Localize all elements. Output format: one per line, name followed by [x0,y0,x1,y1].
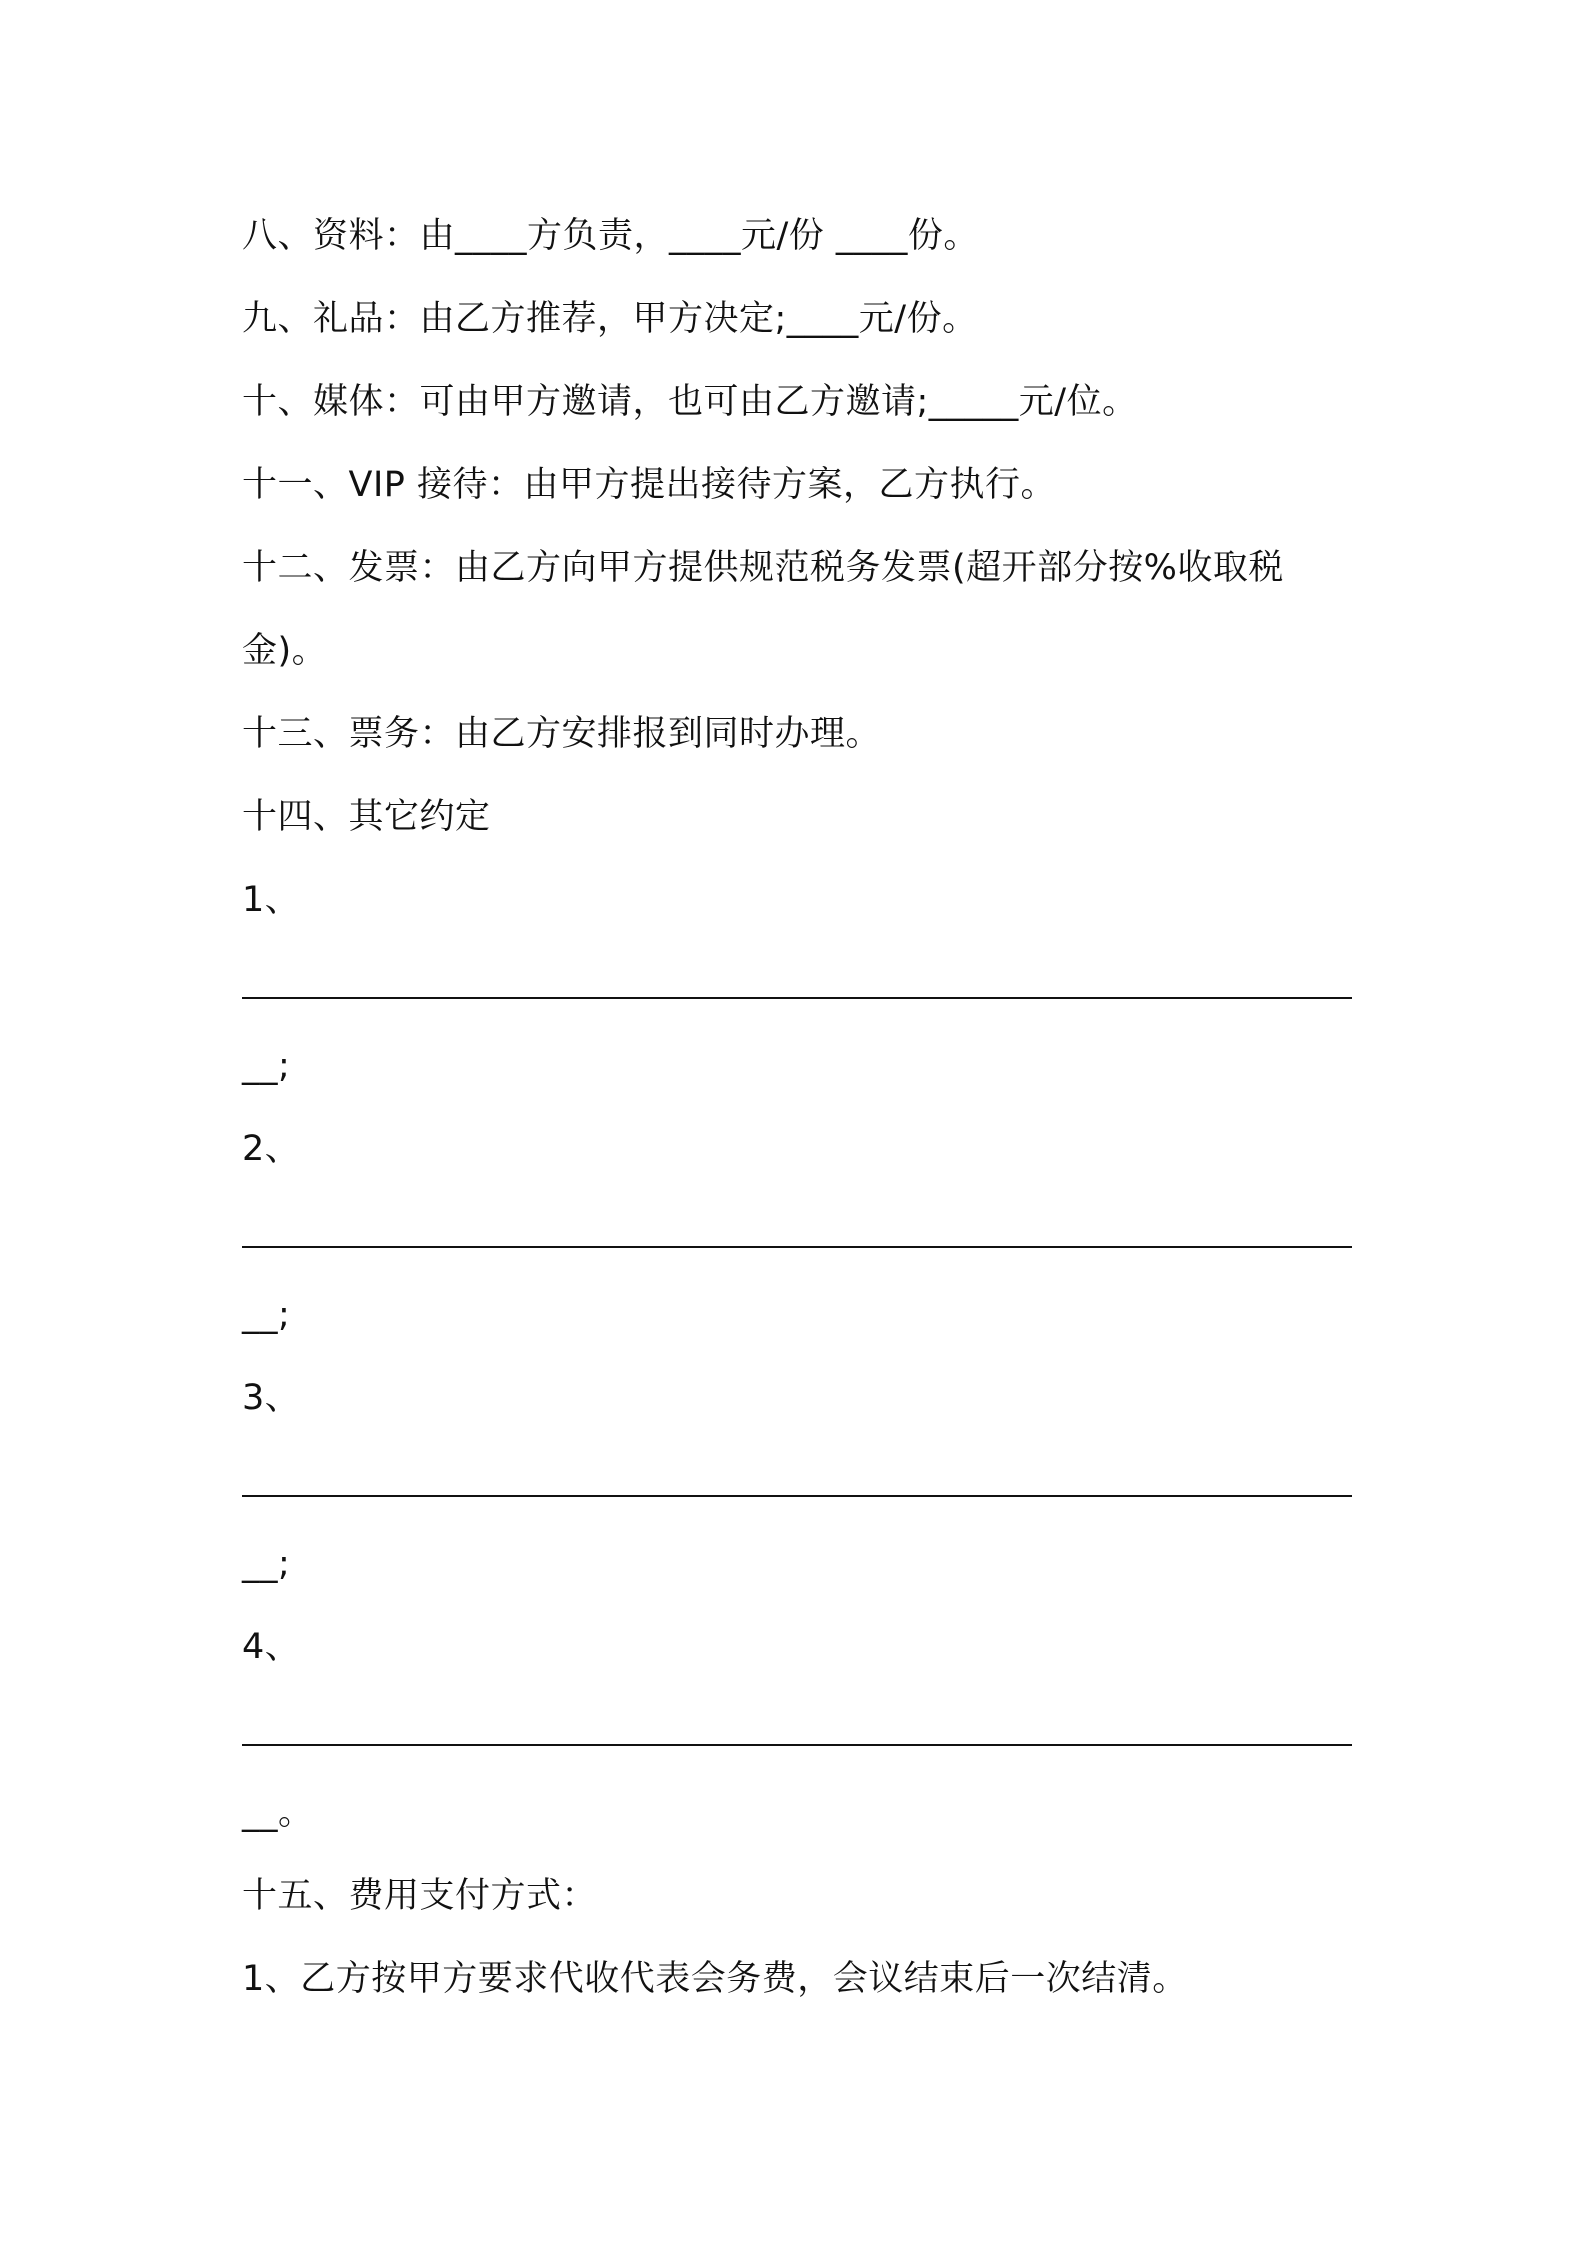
clause-9-gifts: 九、礼品：由乙方推荐，甲方决定;____元/份。 [242,299,978,339]
clause-8-materials: 八、资料：由____方负责，____元/份 ____份。 [242,216,979,256]
agreement-item-2-end: __; [242,1295,291,1335]
document-body [242,195,1352,2021]
agreement-item-4-fill-line [242,1689,1352,1772]
agreement-item-3-label: 3、 [242,1378,301,1418]
agreement-item-1-fill-line [242,942,1352,1025]
agreement-item-4-label: 4、 [242,1627,301,1667]
clause-11-vip-reception: 十一、VIP 接待：由甲方提出接待方案，乙方执行。 [242,465,1056,505]
agreement-item-4-end: __。 [242,1793,314,1833]
clause-15-payment-method: 十五、费用支付方式： [242,1876,598,1916]
agreement-item-2-label: 2、 [242,1129,301,1169]
clause-13-ticketing: 十三、票务：由乙方安排报到同时办理。 [242,714,882,754]
agreement-item-2-fill-line [242,1191,1352,1274]
payment-item-1: 1、乙方按甲方要求代收代表会务费，会议结束后一次结清。 [242,1959,1188,1999]
agreement-item-3-end: __; [242,1544,291,1584]
clause-12-invoice-continued: 金)。 [242,631,328,671]
clause-10-media: 十、媒体：可由甲方邀请，也可由乙方邀请;_____元/位。 [242,382,1138,422]
clause-14-other-agreements: 十四、其它约定 [242,797,491,837]
agreement-item-3-fill-line [242,1440,1352,1523]
agreement-item-1-label: 1、 [242,880,301,920]
clause-12-invoice: 十二、发票：由乙方向甲方提供规范税务发票(超开部分按%收取税 [242,548,1284,588]
agreement-item-1-end: __; [242,1046,291,1086]
